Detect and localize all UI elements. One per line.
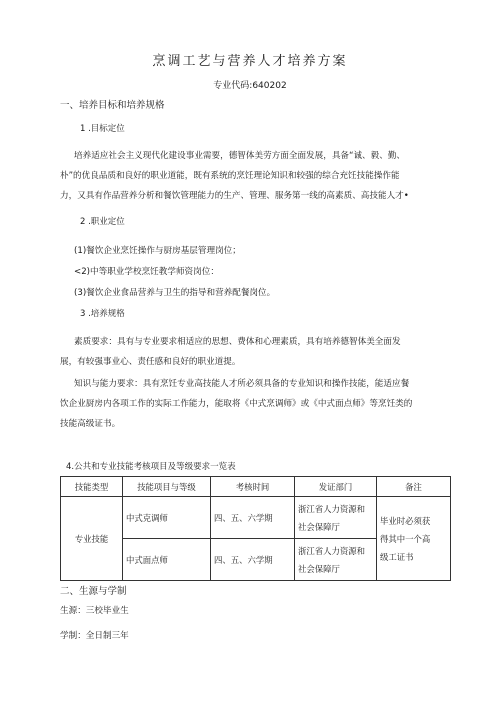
issuer-line: 社会保障厅 bbox=[298, 563, 340, 574]
remark-line: 毕业时必须获 bbox=[380, 515, 431, 526]
major-code: 专业代码:640202 bbox=[213, 81, 287, 91]
career-item: (3)餐饮企业食品营养与卫生的指导和营养配餐岗位。 bbox=[74, 288, 276, 298]
remark-line: 得其中一个高 bbox=[380, 533, 431, 544]
schooling-system: 学制：全日制三年 bbox=[60, 631, 129, 641]
subheading-target: 1 .目标定位 bbox=[80, 124, 125, 134]
goal-line: 力，又具有作品营养分析和餐饮管理能力的生产、管理、服务第一线的高素质、高技能人才• bbox=[60, 191, 409, 201]
subheading-career: 2 .职业定位 bbox=[80, 217, 125, 227]
column-header: 技能类型 bbox=[61, 477, 123, 497]
career-item: <2)中等职业学校烹饪教学师资岗位： bbox=[74, 267, 219, 277]
issuer-line: 浙江省人力资源和 bbox=[298, 503, 365, 514]
column-header: 技能项目与等级 bbox=[123, 477, 211, 497]
table-caption: 4.公共和专业技能考核项目及等级要求一览表 bbox=[66, 462, 236, 472]
goal-line: 培养适应社会主义现代化建设事业需要，德智体美劳方面全面发展，具备“诚、毅、勤、 bbox=[74, 151, 406, 161]
skills-table bbox=[60, 476, 451, 581]
skill-type-cell: 专业技能 bbox=[61, 497, 123, 581]
issuer-cell bbox=[295, 539, 377, 581]
ability-line: 知识与能力要求：具有烹饪专业高技能人才所必须具备的专业知识和操作技能，能适应餐 bbox=[74, 379, 410, 389]
remark-cell bbox=[377, 497, 451, 581]
skill-item-cell: 中式面点师 bbox=[123, 539, 211, 581]
column-header: 备注 bbox=[377, 477, 451, 497]
ability-line: 饮企业厨房内各项工作的实际工作能力，能取将《中式烹调师》或《中式面点师》等烹饪类的 bbox=[60, 399, 413, 409]
ability-line: 技能高级证书。 bbox=[60, 419, 121, 429]
exam-time-cell: 四、五、六学期 bbox=[211, 539, 295, 581]
column-header: 考核时间 bbox=[211, 477, 295, 497]
page-title: 烹调工艺与营养人才培养方案 bbox=[152, 54, 348, 69]
goal-line: 朴”的优良品质和良好的职业道能，既有系统的烹饪理论知识和较强的综合充饪技能操作能 bbox=[60, 171, 400, 181]
quality-line: 展，有较强事业心、责任感和良好的职业道提。 bbox=[60, 357, 241, 367]
issuer-line: 浙江省人力资源和 bbox=[298, 545, 365, 556]
student-source: 生源：三校毕业生 bbox=[60, 606, 129, 616]
quality-line: 素质要求：具有与专业要求相适应的思想、费体和心理素质，具有培养德智体美全面发 bbox=[74, 337, 401, 347]
issuer-cell bbox=[295, 497, 377, 539]
skill-item-cell: 中式克调师 bbox=[123, 497, 211, 539]
ability-paragraph bbox=[60, 374, 440, 434]
column-header: 发证部门 bbox=[295, 477, 377, 497]
quality-paragraph bbox=[60, 332, 440, 372]
career-item: (1)餐饮企业烹饪操作与厨房基层管理岗位； bbox=[74, 246, 241, 256]
goal-paragraph bbox=[60, 146, 440, 206]
section-heading-goals: 一、培养目标和培养规格 bbox=[60, 100, 165, 111]
section-heading-enrollment: 二、生源与学制 bbox=[60, 586, 127, 597]
issuer-line: 社会保障厅 bbox=[298, 521, 340, 532]
remark-line: 级工证书 bbox=[380, 551, 414, 562]
table-row bbox=[61, 497, 451, 539]
exam-time-cell: 四、五、六学期 bbox=[211, 497, 295, 539]
table-header-row bbox=[61, 477, 451, 497]
subheading-spec: 3 .培养规格 bbox=[80, 309, 125, 319]
